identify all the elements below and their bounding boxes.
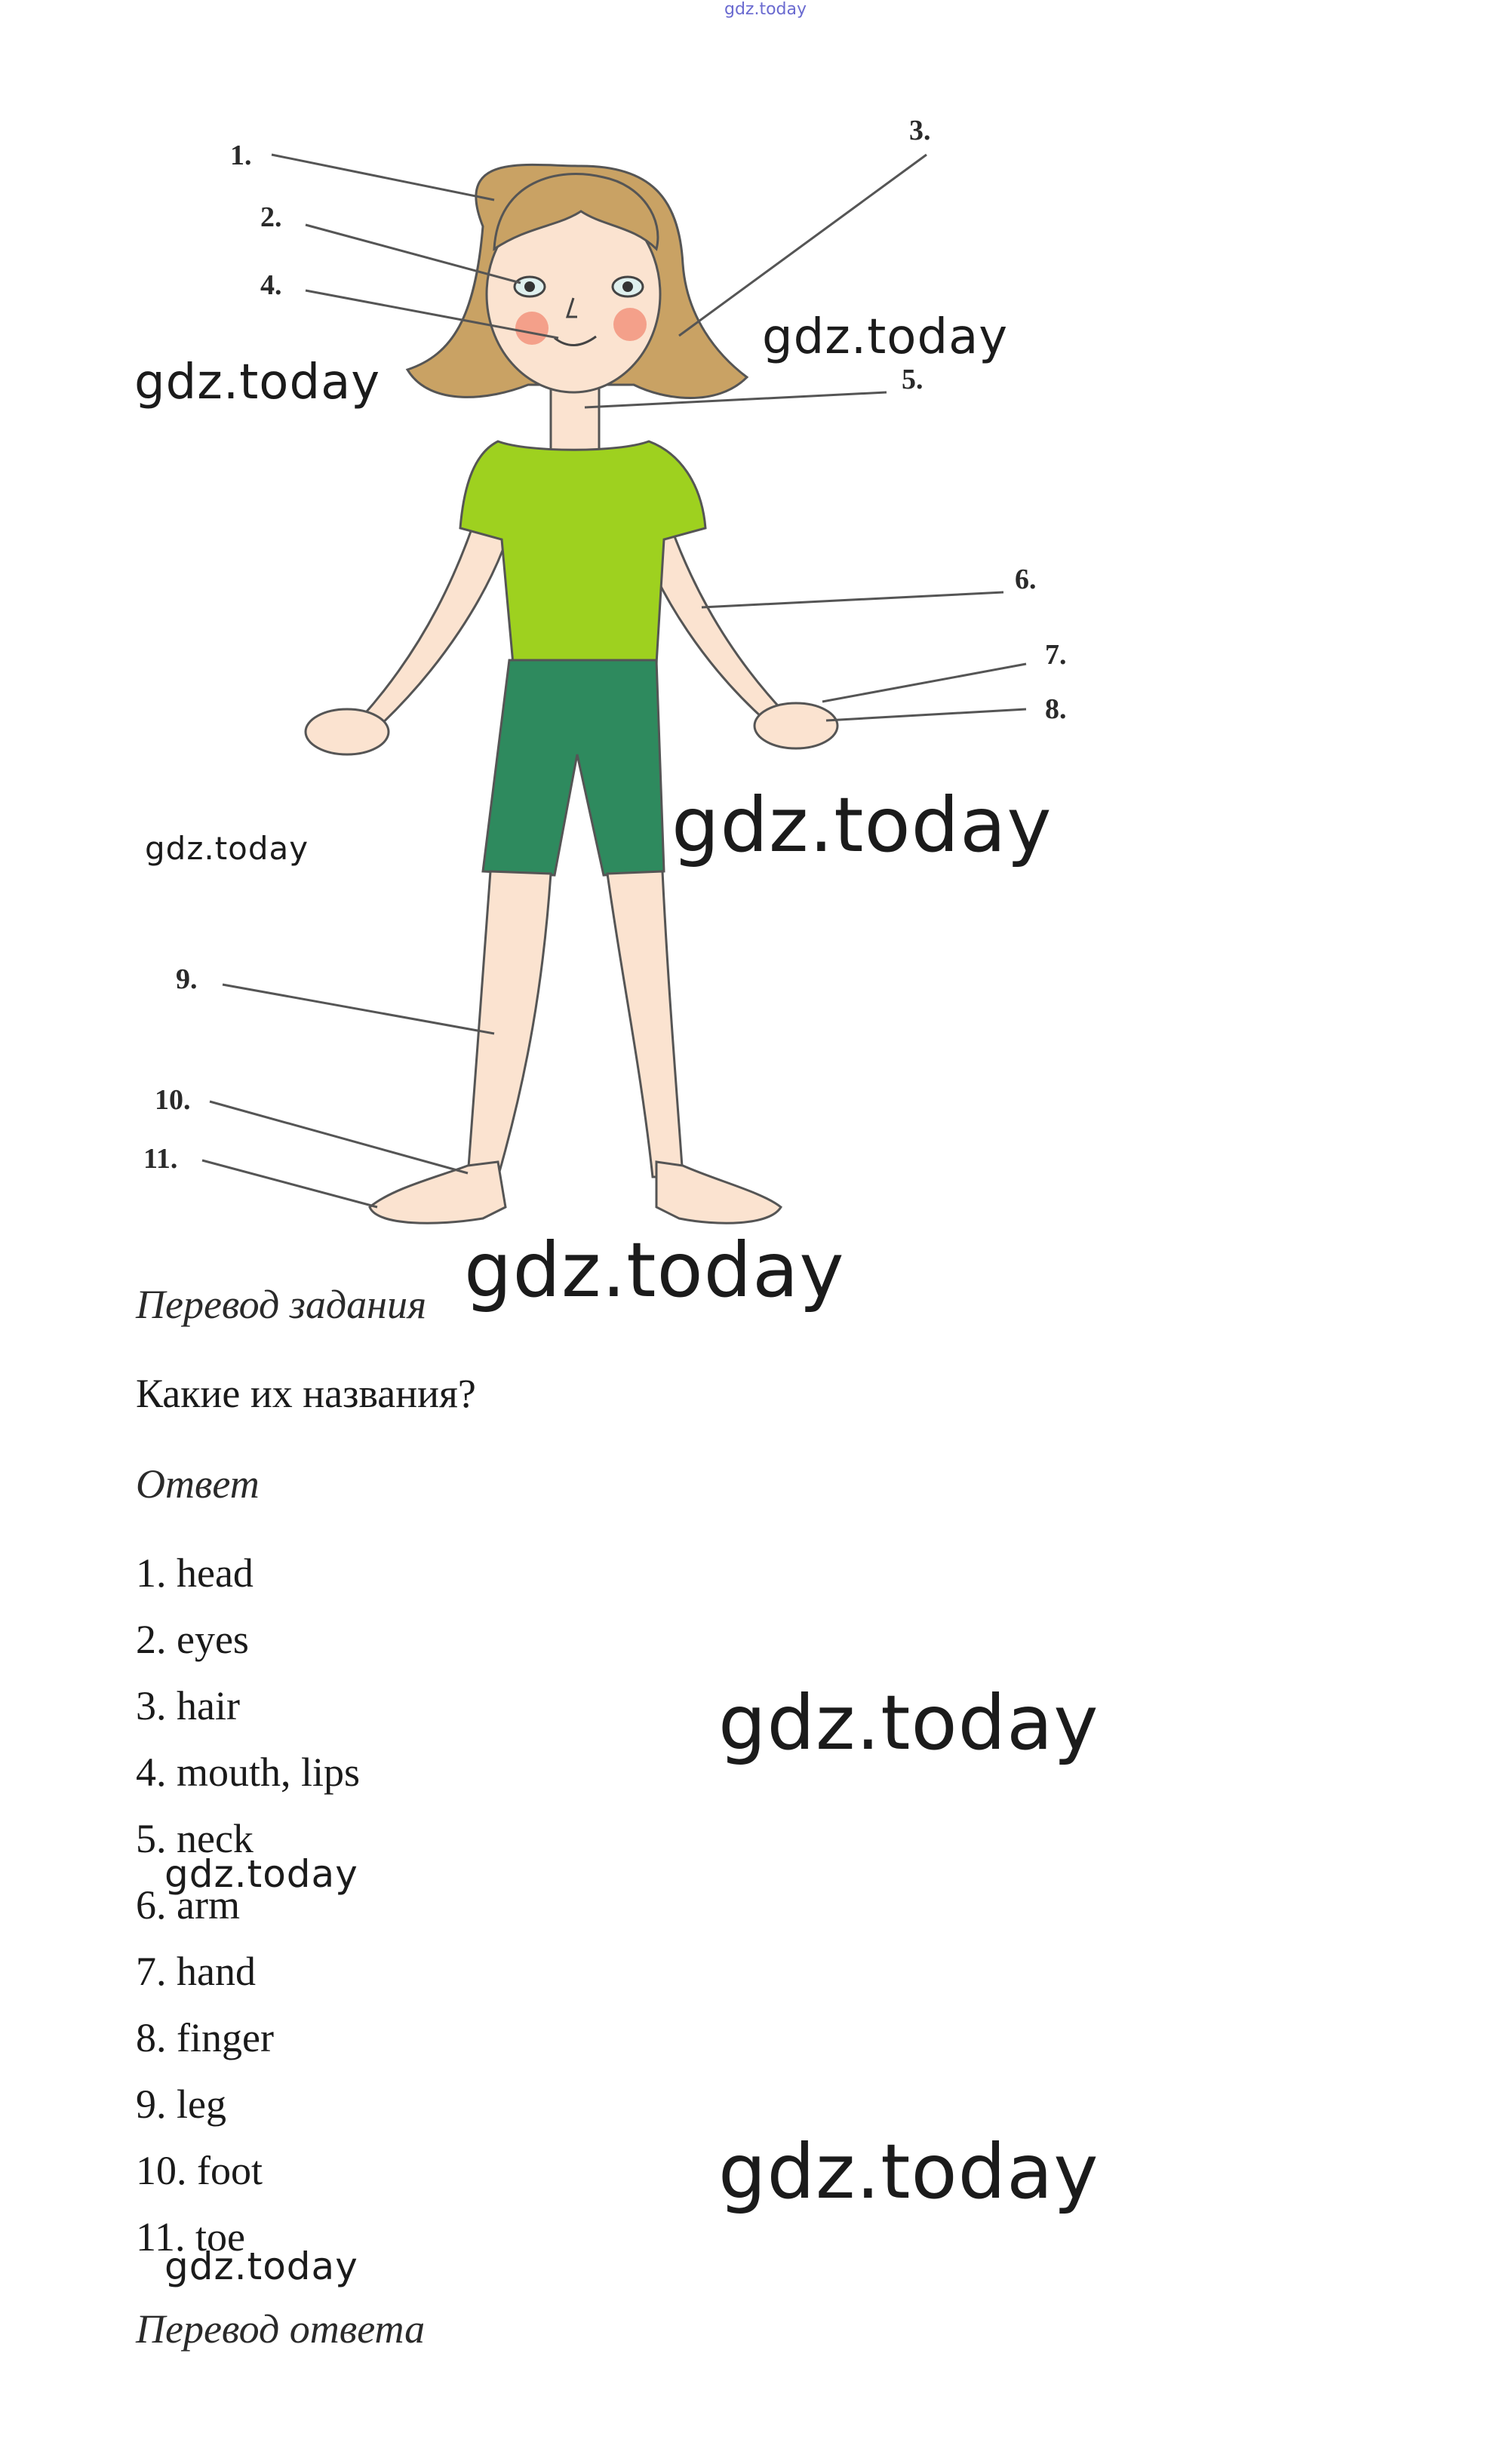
question-text: Какие их названия? [136,1371,476,1416]
top-watermark: gdz.today [724,0,807,19]
right-leg [607,871,683,1177]
callout-1: 1. [230,140,252,171]
answer-item: 11. toe [136,2214,245,2260]
right-foot [656,1162,781,1223]
translation-heading: Перевод задания [136,1282,427,1327]
shorts-shape [483,660,664,875]
answer-item: 2. eyes [136,1617,249,1662]
answer-translation-heading: Перевод ответа [136,2306,426,2352]
answer-item: 3. hair [136,1683,240,1728]
callout-6: 6. [1015,564,1037,595]
watermark: gdz.today [718,1679,1099,1767]
left-cheek [515,312,549,345]
callout-8: 8. [1045,693,1067,725]
watermark: gdz.today [164,1852,358,1896]
callout-4: 4. [260,269,282,301]
callout-11: 11. [143,1143,178,1175]
answer-item: 7. hand [136,1949,256,1994]
watermark: gdz.today [164,2244,358,2288]
answer-item: 9. leg [136,2082,226,2127]
answer-item: 8. finger [136,2015,274,2060]
callout-7: 7. [1045,639,1067,671]
right-cheek [613,308,647,341]
left-foot [370,1162,506,1223]
answer-item: 6. arm [136,1882,240,1928]
watermark: gdz.today [145,830,309,867]
watermark: gdz.today [718,2128,1099,2216]
answer-heading: Ответ [136,1461,260,1507]
left-hand [306,709,389,754]
callout-3: 3. [909,115,931,146]
answer-item: 4. mouth, lips [136,1750,361,1795]
callout-9: 9. [176,963,198,995]
callout-5: 5. [902,364,923,395]
watermark: gdz.today [464,1226,845,1314]
answer-item: 10. foot [136,2148,263,2193]
left-leg [468,871,551,1177]
watermark: gdz.today [762,309,1009,365]
callout-2: 2. [260,201,282,233]
right-hand [754,703,837,748]
answer-item: 1. head [136,1550,254,1596]
watermark: gdz.today [134,355,381,410]
watermark: gdz.today [671,781,1053,869]
answer-item: 5. neck [136,1816,254,1861]
callout-10: 10. [155,1084,191,1116]
